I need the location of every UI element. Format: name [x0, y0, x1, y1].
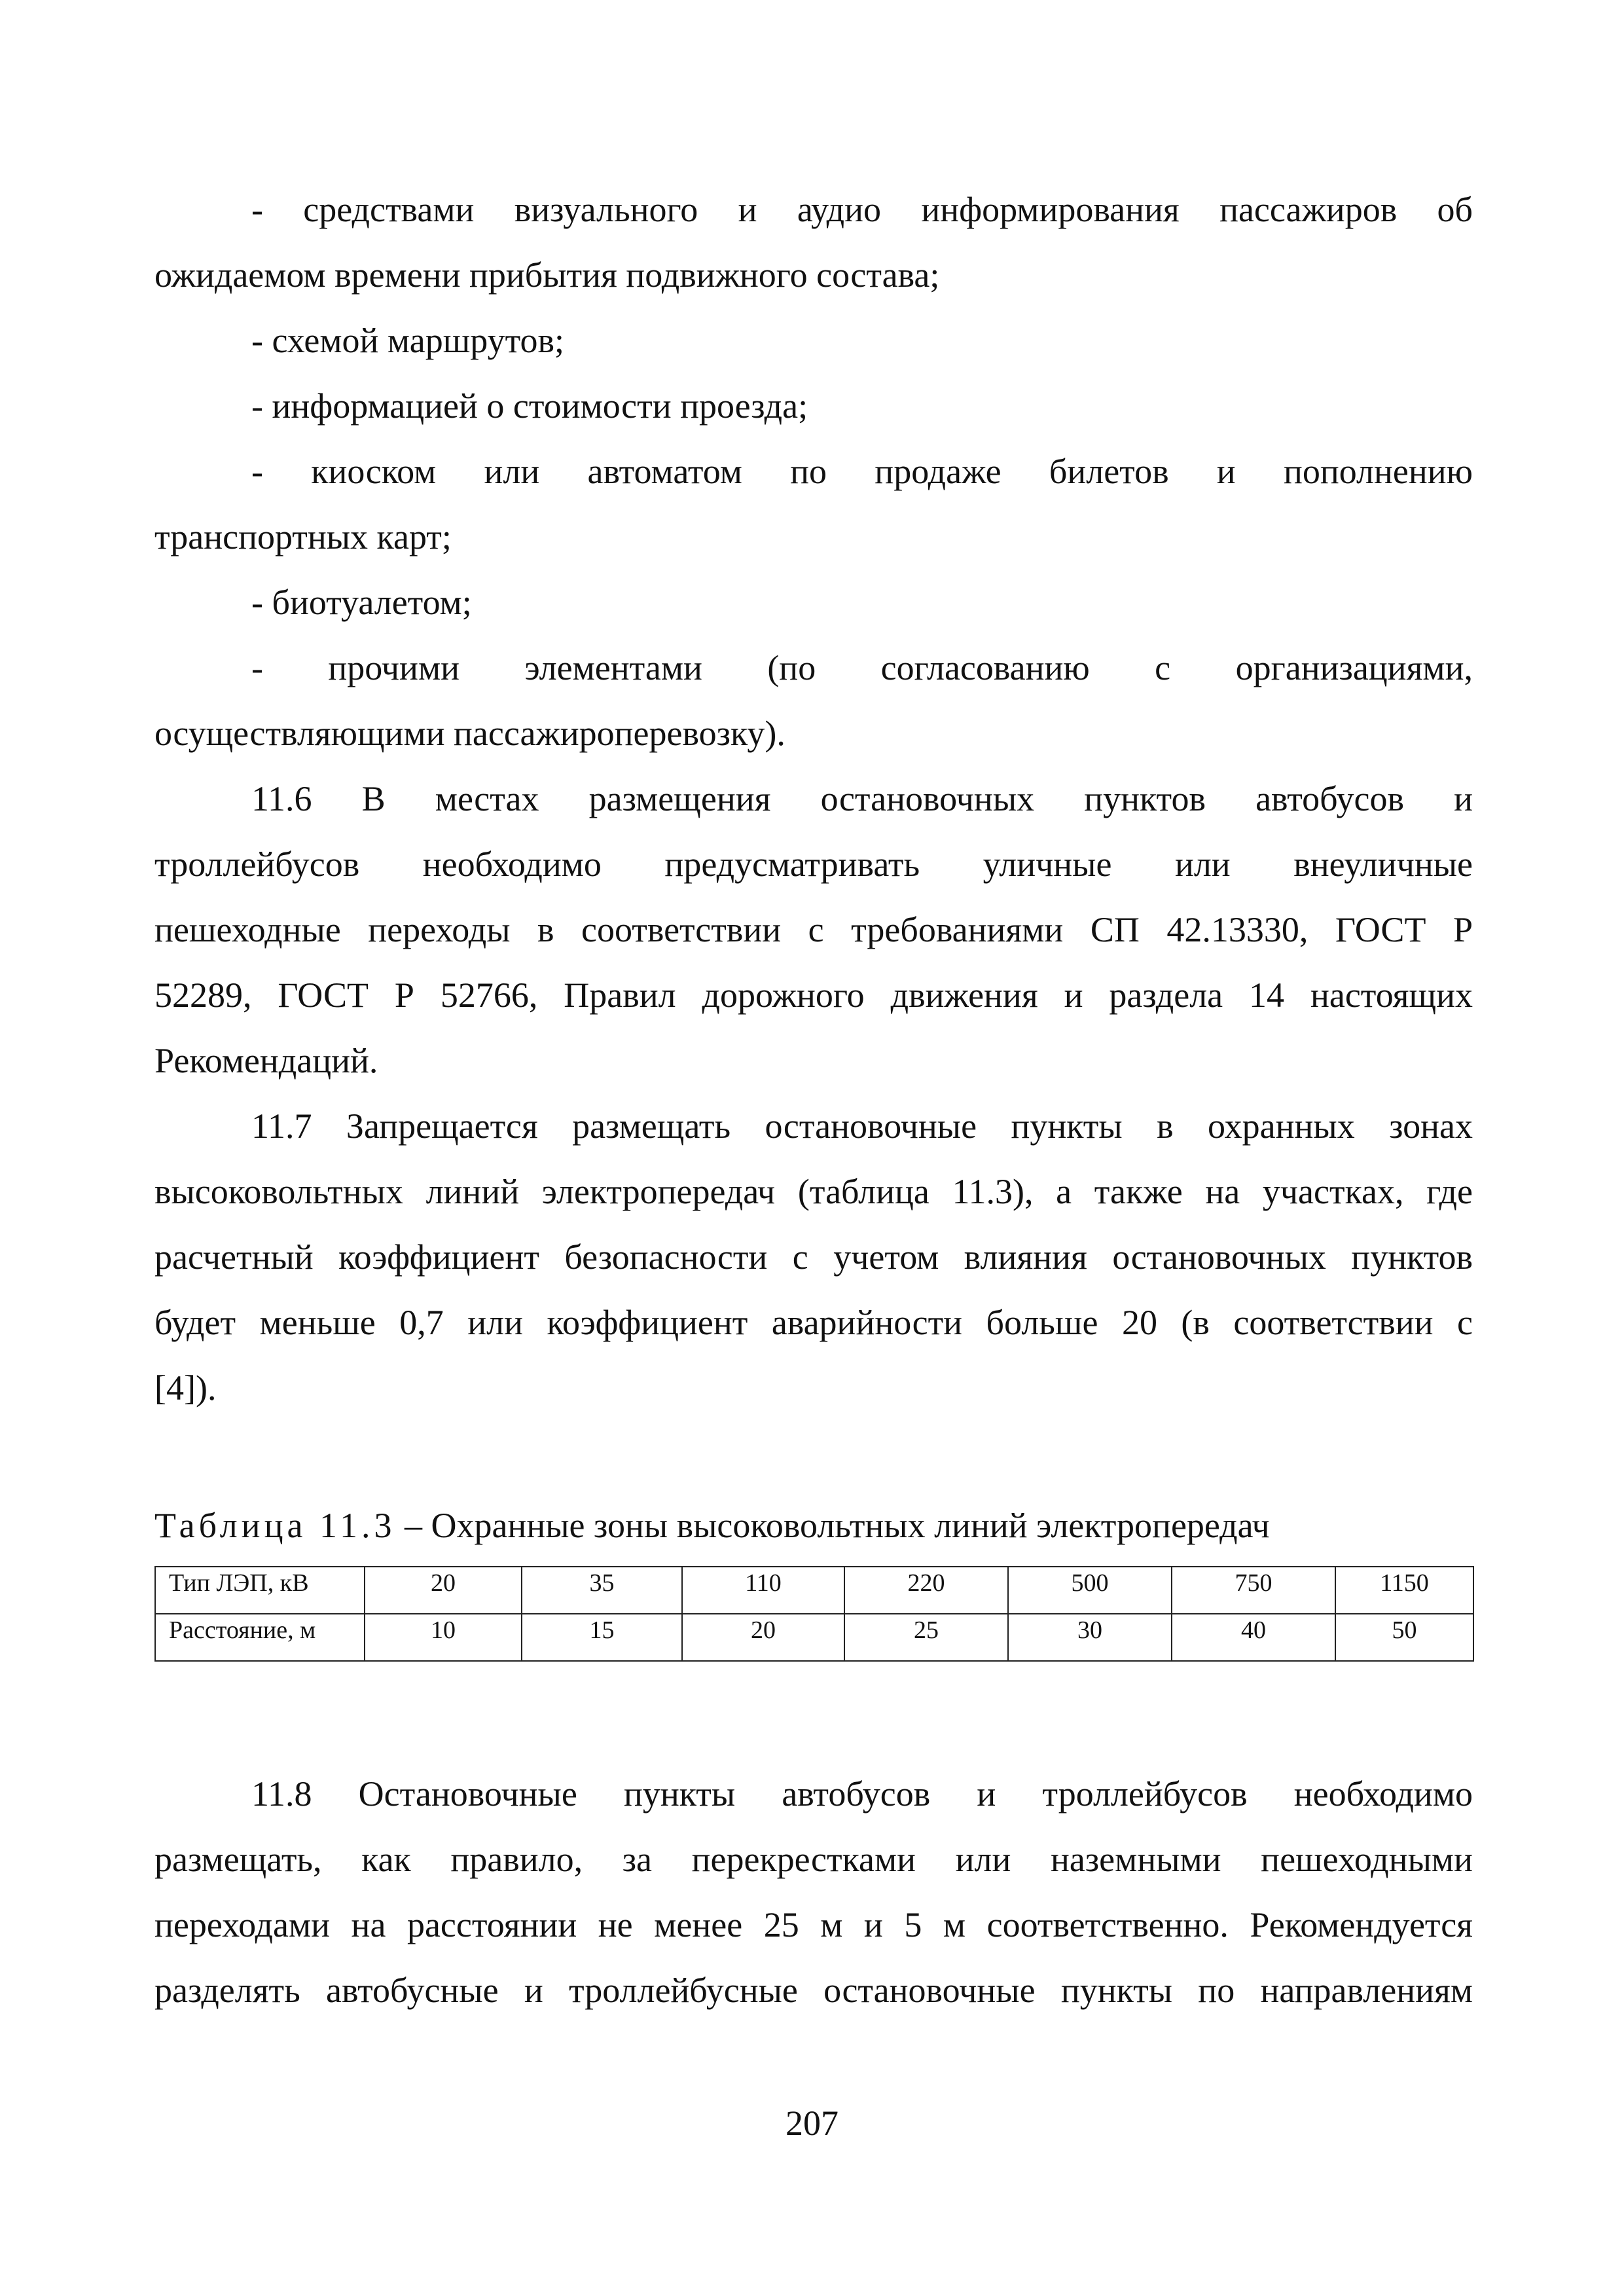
text-line: 11.8 Остановочные пункты автобусов и троллейбусов необходимо: [251, 1774, 1473, 1813]
row-header-distance: Расстояние, м: [155, 1614, 365, 1661]
text-line: - информацией о стоимости проезда;: [251, 386, 808, 426]
text-line: - киоском или автоматом по продаже билетов и пополнению: [251, 452, 1473, 491]
table-cell: 25: [844, 1614, 1008, 1661]
table-cell: 750: [1172, 1567, 1335, 1614]
table-cell: 10: [365, 1614, 522, 1661]
power-line-zones-table: [154, 1566, 1474, 1662]
text-line: 11.7 Запрещается размещать остановочные пункты в охранных зонах: [251, 1106, 1473, 1146]
text-line: размещать, как правило, за перекрестками или наземными пешеходными: [154, 1840, 1473, 1879]
table-cell: 30: [1008, 1614, 1172, 1661]
text-line: высоковольтных линий электропередач (таблица 11.3), а также на участках, где: [154, 1172, 1473, 1211]
table-cell: 15: [522, 1614, 682, 1661]
text-line: переходами на расстоянии не менее 25 м и 5 м соответственно. Рекомендуется: [154, 1905, 1473, 1944]
text-line: - прочими элементами (по согласованию с организациями,: [251, 648, 1473, 687]
table-caption-label: Таблица 11.3: [154, 1506, 396, 1545]
text-line: будет меньше 0,7 или коэффициент аварийности больше 20 (в соответствии с: [154, 1303, 1473, 1342]
table-cell: 40: [1172, 1614, 1335, 1661]
table-cell: 50: [1335, 1614, 1473, 1661]
text-line: Рекомендаций.: [154, 1041, 378, 1080]
text-line: - средствами визуального и аудио информирования пассажиров об: [251, 190, 1473, 229]
text-line: осуществляющими пассажироперевозку).: [154, 714, 785, 753]
text-line: 52289, ГОСТ Р 52766, Правил дорожного движения и раздела 14 настоящих: [154, 975, 1473, 1015]
text-line: - схемой маршрутов;: [251, 321, 564, 360]
table-cell: 220: [844, 1567, 1008, 1614]
table-cell: 500: [1008, 1567, 1172, 1614]
table-caption: [154, 1506, 1270, 1545]
text-line: расчетный коэффициент безопасности с учетом влияния остановочных пунктов: [154, 1237, 1473, 1277]
text-line: 11.6 В местах размещения остановочных пунктов автобусов и: [251, 779, 1473, 818]
table-cell: 1150: [1335, 1567, 1473, 1614]
text-line: разделять автобусные и троллейбусные остановочные пункты по направлениям: [154, 1971, 1473, 2010]
page-number: 207: [785, 2104, 839, 2143]
table-cell: 20: [365, 1567, 522, 1614]
row-header-line-type: Тип ЛЭП, кВ: [155, 1567, 365, 1614]
text-line: пешеходные переходы в соответствии с требованиями СП 42.13330, ГОСТ Р: [154, 910, 1473, 949]
text-line: [4]).: [154, 1368, 217, 1408]
text-line: - биотуалетом;: [251, 583, 472, 622]
text-line: ожидаемом времени прибытия подвижного состава;: [154, 255, 940, 295]
text-line: транспортных карт;: [154, 517, 452, 556]
table-cell: 20: [682, 1614, 844, 1661]
text-line: троллейбусов необходимо предусматривать уличные или внеуличные: [154, 845, 1473, 884]
table-caption-title: – Охранные зоны высоковольтных линий электропередач: [395, 1506, 1270, 1545]
table-row: [155, 1614, 1473, 1661]
table-row: [155, 1567, 1473, 1614]
table-cell: 35: [522, 1567, 682, 1614]
table-cell: 110: [682, 1567, 844, 1614]
